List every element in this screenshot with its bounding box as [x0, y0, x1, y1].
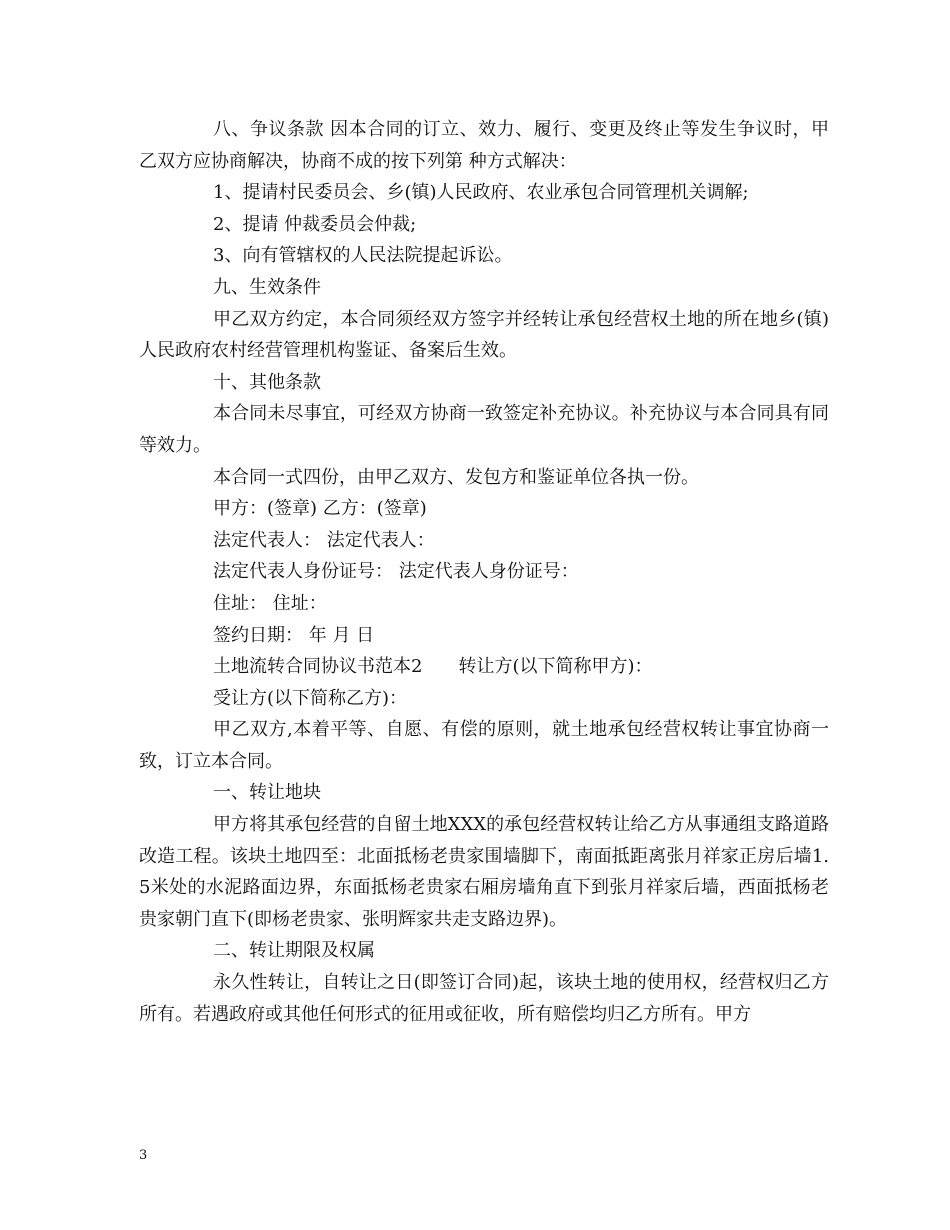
dispute-option-2: 2、提请 仲裁委员会仲裁;: [213, 213, 417, 235]
document-body: [139, 114, 829, 1030]
dispute-clause-paragraph: 八、争议条款 因本合同的订立、效力、履行、变更及终止等发生争议时，甲乙双方应协商解决，协商不成的按下列第 种方式解决：: [139, 119, 829, 172]
signing-date-line: 签约日期： 年 月 日: [213, 624, 375, 646]
term-ownership-paragraph: 永久性转让，自转让之日(即签订合同)起，该块土地的使用权，经营权归乙方所有。若遇政府或其他任何形式的征用或征收，所有赔偿均归乙方所有。甲方: [139, 972, 829, 1025]
transferee-line: 受让方(以下简称乙方)：: [213, 687, 408, 709]
term-ownership-heading: 二、转让期限及权属: [213, 940, 375, 962]
land-plot-paragraph: 甲方将其承包经营的自留土地XXX的承包经营权转让给乙方从事通组支路道路改造工程。该块土地四至：北面抵杨老贵家围墙脚下，南面抵距离张月祥家正房后墙1.5米处的水泥路面边界，东面抵杨老贵家右厢房墙角直下到张月祥家后墙，西面抵杨老贵家朝门直下(即杨老贵家、张明辉家共走支路边界)。: [139, 814, 829, 930]
other-terms-paragraph: 本合同未尽事宜，可经双方协商一致签定补充协议。补充协议与本合同具有同等效力。: [139, 403, 829, 456]
page-number: 3: [139, 1148, 148, 1163]
principles-paragraph: 甲乙双方,本着平等、自愿、有偿的原则，就土地承包经营权转让事宜协商一致，订立本合同。: [139, 719, 829, 772]
effective-conditions-heading: 九、生效条件: [213, 276, 321, 298]
land-plot-heading: 一、转让地块: [213, 782, 321, 804]
dispute-option-1: 1、提请村民委员会、乡(镇)人民政府、农业承包合同管理机关调解;: [213, 182, 749, 204]
template-2-title-line: 土地流转合同协议书范本2 转让方(以下简称甲方)：: [213, 656, 653, 678]
representative-id-line: 法定代表人身份证号： 法定代表人身份证号：: [213, 561, 579, 583]
address-line: 住址： 住址：: [213, 592, 327, 614]
dispute-option-3: 3、向有管辖权的人民法院提起诉讼。: [213, 245, 513, 267]
effective-conditions-paragraph: 甲乙双方约定，本合同须经双方签字并经转让承包经营权土地的所在地乡(镇)人民政府农村经营管理机构鉴证、备案后生效。: [139, 308, 829, 362]
legal-representative-line: 法定代表人： 法定代表人：: [213, 529, 435, 551]
copies-paragraph: 本合同一式四份，由甲乙双方、发包方和鉴证单位各执一份。: [213, 466, 699, 488]
other-terms-heading: 十、其他条款: [213, 371, 321, 393]
signature-line: 甲方：(签章) 乙方：(签章): [213, 498, 427, 520]
